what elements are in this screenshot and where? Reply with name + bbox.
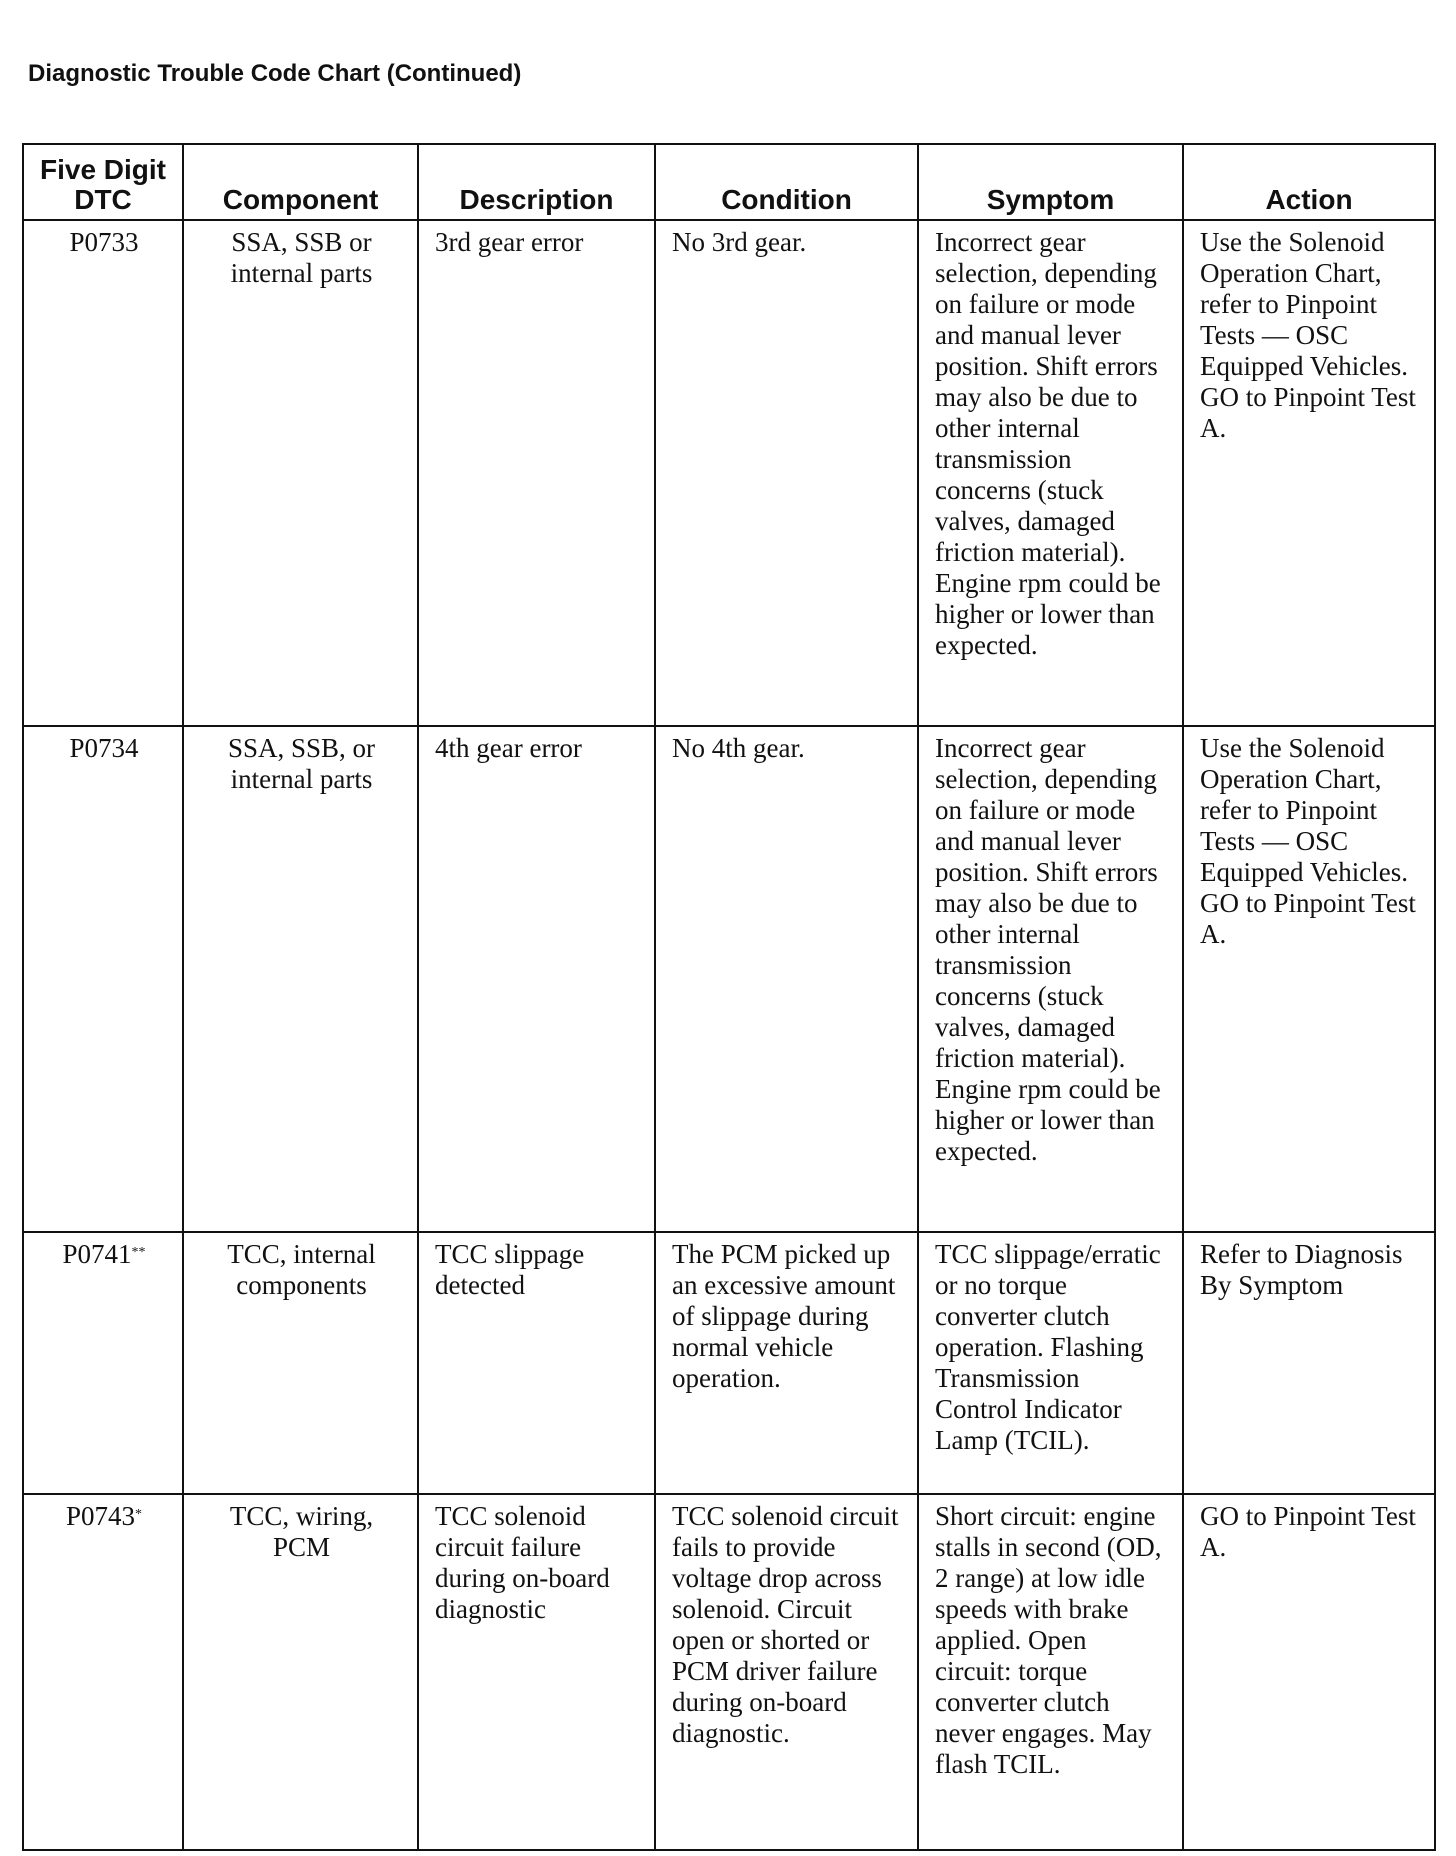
dtc-code: P0743 [65, 1501, 136, 1531]
dtc-code: P0733 [69, 227, 139, 257]
component-cell: TCC, wiring, PCM [183, 1494, 418, 1850]
action-cell: Refer to Diagnosis By Symptom [1183, 1232, 1435, 1494]
component-cell: TCC, internal components [183, 1232, 418, 1494]
dtc-cell [23, 726, 183, 1232]
description-cell: TCC solenoid circuit failure during on-board diagnostic [418, 1494, 655, 1850]
dtc-cell [23, 1232, 183, 1494]
table-row [23, 726, 1435, 1232]
description-cell: TCC slippage detected [418, 1232, 655, 1494]
dtc-code: P0734 [69, 733, 139, 763]
header-description: Description [418, 144, 655, 220]
table-row [23, 1232, 1435, 1494]
symptom-cell: Incorrect gear selection, depending on failure or mode and manual lever position. Shift errors may also be due to other internal transmission concerns (stuck valves, damaged friction material). Engine rpm could be higher or lower than expected. [918, 726, 1183, 1232]
header-component: Component [183, 144, 418, 220]
dtc-cell [23, 1494, 183, 1850]
header-dtc-line2: DTC [74, 184, 132, 215]
component-cell: SSA, SSB, or internal parts [183, 726, 418, 1232]
component-cell: SSA, SSB or internal parts [183, 220, 418, 726]
condition-cell: The PCM picked up an excessive amount of slippage during normal vehicle operation. [655, 1232, 918, 1494]
header-symptom: Symptom [918, 144, 1183, 220]
table-row [23, 1494, 1435, 1850]
dtc-cell [23, 220, 183, 726]
symptom-cell: Incorrect gear selection, depending on failure or mode and manual lever position. Shift errors may also be due to other internal transmission concerns (stuck valves, damaged friction material). Engine rpm could be higher or lower than expected. [918, 220, 1183, 726]
action-cell: Use the Solenoid Operation Chart, refer to Pinpoint Tests — OSC Equipped Vehicles. GO to Pinpoint Test A. [1183, 220, 1435, 726]
description-cell: 3rd gear error [418, 220, 655, 726]
table-row [23, 220, 1435, 726]
dtc-table [22, 143, 1436, 1851]
action-cell: Use the Solenoid Operation Chart, refer to Pinpoint Tests — OSC Equipped Vehicles. GO to Pinpoint Test A. [1183, 726, 1435, 1232]
condition-cell: No 4th gear. [655, 726, 918, 1232]
description-cell: 4th gear error [418, 726, 655, 1232]
condition-cell: TCC solenoid circuit fails to provide voltage drop across solenoid. Circuit open or shorted or PCM driver failure during on-board diagnostic. [655, 1494, 918, 1850]
dtc-footnote-mark: * [135, 1507, 143, 1522]
page-title: Diagnostic Trouble Code Chart (Continued) [28, 60, 522, 87]
header-dtc [23, 144, 183, 220]
header-condition: Condition [655, 144, 918, 220]
action-cell: GO to Pinpoint Test A. [1183, 1494, 1435, 1850]
condition-cell: No 3rd gear. [655, 220, 918, 726]
symptom-cell: Short circuit: engine stalls in second (OD, 2 range) at low idle speeds with brake applied. Open circuit: torque converter clutch never engages. May flash TCIL. [918, 1494, 1183, 1850]
dtc-footnote-mark: ** [131, 1245, 146, 1260]
table-header-row [23, 144, 1435, 220]
dtc-code: P0741 [62, 1239, 132, 1269]
symptom-cell: TCC slippage/erratic or no torque converter clutch operation. Flashing Transmission Control Indicator Lamp (TCIL). [918, 1232, 1183, 1494]
header-action: Action [1183, 144, 1435, 220]
header-dtc-line1: Five Digit [39, 154, 166, 185]
